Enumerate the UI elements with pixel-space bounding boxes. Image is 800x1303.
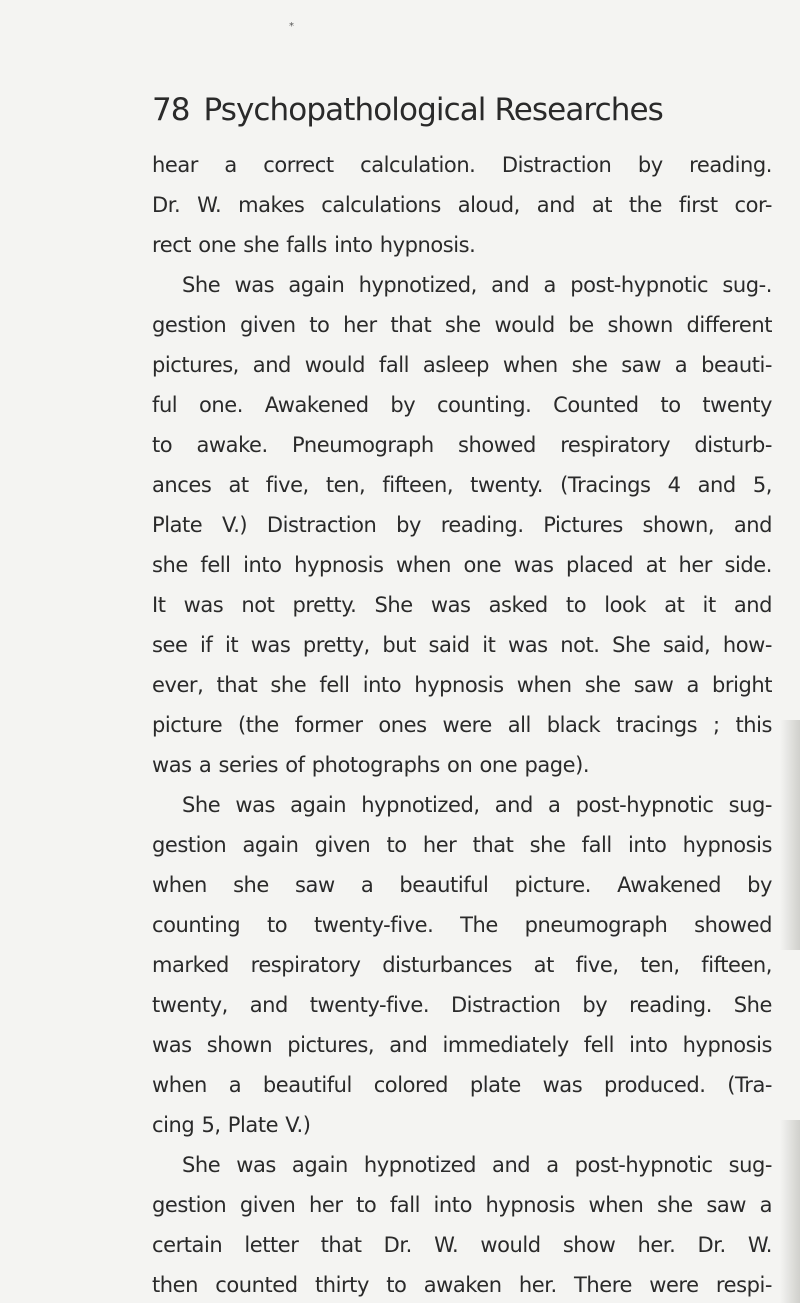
text-line: marked respiratory disturbances at five, ten, fifteen, bbox=[152, 953, 772, 977]
page-edge-shadow bbox=[780, 1120, 800, 1303]
text-line: counting to twenty-five. The pneumograph showed bbox=[152, 913, 772, 937]
page-edge-shadow bbox=[780, 720, 800, 950]
text-line: see if it was pretty, but said it was not. She said, how- bbox=[152, 633, 772, 657]
text-line: She was again hypnotized, and a post-hypnotic sug- bbox=[182, 793, 772, 817]
text-line: Plate V.) Distraction by reading. Pictures shown, and bbox=[152, 513, 772, 537]
text-line: when she saw a beautiful picture. Awakened by bbox=[152, 873, 772, 897]
text-line: Dr. W. makes calculations aloud, and at the first cor- bbox=[152, 193, 772, 217]
text-line: pictures, and would fall asleep when she saw a beauti- bbox=[152, 353, 772, 377]
text-line: she fell into hypnosis when one was placed at her side. bbox=[152, 553, 772, 577]
text-line: ever, that she fell into hypnosis when she saw a bright bbox=[152, 673, 772, 697]
running-head bbox=[152, 92, 663, 142]
text-line: gestion again given to her that she fall into hypnosis bbox=[152, 833, 772, 857]
text-line: ances at five, ten, fifteen, twenty. (Tracings 4 and 5, bbox=[152, 473, 772, 497]
page-number: 78 bbox=[152, 92, 190, 128]
printing-mark: * bbox=[289, 21, 294, 32]
text-line: ful one. Awakened by counting. Counted to twenty bbox=[152, 393, 772, 417]
text-line: cing 5, Plate V.) bbox=[152, 1113, 311, 1137]
text-line: gestion given to her that she would be shown different bbox=[152, 313, 772, 337]
text-line: rect one she falls into hypnosis. bbox=[152, 233, 476, 257]
text-line: picture (the former ones were all black tracings ; this bbox=[152, 713, 772, 737]
text-line: gestion given her to fall into hypnosis when she saw a bbox=[152, 1193, 772, 1217]
text-line: It was not pretty. She was asked to look at it and bbox=[152, 593, 772, 617]
text-line: certain letter that Dr. W. would show her. Dr. W. bbox=[152, 1233, 772, 1257]
text-line: She was again hypnotized and a post-hypnotic sug- bbox=[182, 1153, 772, 1177]
text-line: hear a correct calculation. Distraction by reading. bbox=[152, 153, 772, 177]
text-line: was a series of photographs on one page). bbox=[152, 753, 590, 777]
text-line: when a beautiful colored plate was produced. (Tra- bbox=[152, 1073, 772, 1097]
text-line: twenty, and twenty-five. Distraction by reading. She bbox=[152, 993, 772, 1017]
running-title: Psychopathological Researches bbox=[203, 92, 663, 128]
text-line: then counted thirty to awaken her. There were respi- bbox=[152, 1273, 772, 1297]
text-line: to awake. Pneumograph showed respiratory disturb- bbox=[152, 433, 772, 457]
text-line: She was again hypnotized, and a post-hypnotic sug-. bbox=[182, 273, 772, 297]
text-line: was shown pictures, and immediately fell into hypnosis bbox=[152, 1033, 772, 1057]
body-text bbox=[152, 145, 772, 1303]
